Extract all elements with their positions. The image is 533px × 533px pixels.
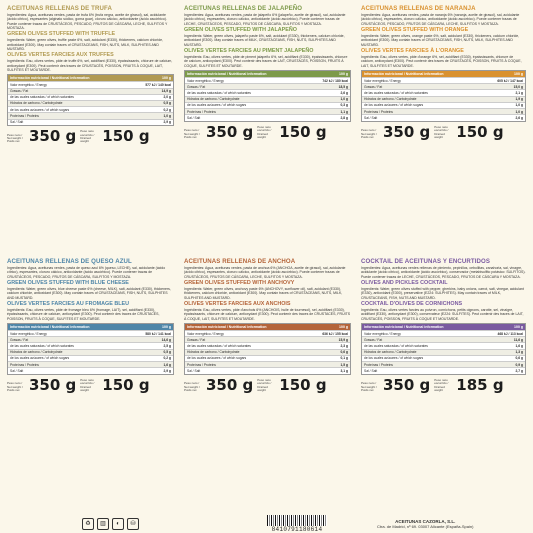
- barcode: [267, 515, 327, 533]
- nutrition-table: [361, 70, 526, 121]
- nutrition-header-per: 100 g: [162, 325, 171, 330]
- nutrition-label: Proteínas / Proteins: [187, 362, 216, 367]
- nutrition-value: 0,3 g: [340, 103, 348, 108]
- nutrition-label: Sal / Salt: [364, 115, 378, 120]
- drained-weight-label: Peso neto escurrido / Drained weight: [80, 377, 95, 393]
- ingredients-es: Ingredientes: Agua, aceitunas verdes, pasta de jalapeño 6% (jalapeño, aceite de girasol), sal, acidulante (ácido cítrico), espesantes, cloruro cálcico, antioxidante (ácido ascórbico). Puede contener trazas de LECHE, CRUSTÁCEOS, PESCADO, FRUTOS DE CÁSCARA, SULFITOS Y MOSTAZA.: [184, 13, 346, 26]
- ingredients-es: Ingredientes: Agua, aceitunas verdes, pasta de queso azul 6% (queso, LECHE), sal, acidulante (ácido cítrico), espesantes, cloruro cálcico, antioxidante (ácido ascórbico). Puede contener trazas de CRUSTÁCEOS, PESCADO, FRUTOS DE CÁSCARA, SULFITOS Y MOSTAZA.: [7, 266, 166, 279]
- nutrition-table: [184, 323, 351, 374]
- ingredients-fr: Ingrédients: Eau, olives vertes, pâte d'orange 6%, sel, acidifiant (E330), épaississants, chlorure de calcium, antioxydant (E300). Peut contenir des traces de CRUSTACÉS, POISSON, FRUITS À COQUE, LAIT, SULFITES ET MOUTARDE.: [361, 55, 522, 68]
- nutrition-label: Valor energético / Energy: [187, 78, 224, 83]
- nutrition-value: 605 kJ / 147 kcal: [497, 78, 523, 83]
- nutrition-label: Grasas / Fat: [10, 337, 29, 342]
- drained-weight-label: Peso neto escurrido / Drained weight: [80, 129, 95, 144]
- company-name: ACEITUNAS CAZORLA, S.L.: [395, 518, 456, 524]
- net-weight-value: 350 g: [383, 122, 431, 141]
- nutrition-label: de los cuales azúcares / of which sugars: [187, 103, 247, 108]
- company-address: Ctra. de Madrid, nº 69. 03007 Alicante (España-Spain): [377, 523, 474, 529]
- nutrition-value: 2,6 g: [515, 115, 523, 120]
- nutrition-label: Proteínas / Proteins: [10, 113, 39, 118]
- nutrition-label: Hidratos de carbono / Carbohydrate: [364, 97, 417, 102]
- product-panel: [2, 3, 179, 256]
- weights: [7, 126, 174, 145]
- nutrition-header-title: Información nutricional / Nutritional information: [10, 76, 90, 81]
- nutrition-value: 0,1 g: [340, 356, 348, 361]
- net-weight-value: 350 g: [383, 375, 431, 394]
- net-weight-value: 350 g: [206, 375, 254, 394]
- nutrition-value: 0,2 g: [163, 107, 171, 112]
- ingredients-en: Ingredients: Water, green olives, jalapeño paste 6%, salt, acidulant (E330), thickeners, calcium chloride, antioxidant (E300). May contain traces of MILK, CRUSTACEANS, FISH, NUTS, SULPHITES AND MUSTARD.: [184, 34, 345, 47]
- panel-title: ACEITUNAS RELLENAS DE TRUFA: [7, 5, 112, 12]
- product-panel: [179, 256, 356, 509]
- nutrition-header-per: 100 g: [339, 325, 348, 330]
- nutrition-label: de las cuales saturadas / of which saturates: [187, 90, 251, 95]
- nutrition-label: Valor energético / Energy: [364, 78, 401, 83]
- nutrition-value: 1,6 g: [515, 343, 523, 348]
- barcode-bars: [267, 515, 327, 526]
- nutrition-value: 577 kJ / 140 kcal: [145, 82, 171, 87]
- net-weight-label: Peso neto / Net weight / Poids net: [361, 381, 377, 393]
- nutrition-label: Valor energético / Energy: [187, 331, 224, 336]
- nutrition-value: 0,5 g: [163, 350, 171, 355]
- net-weight-label: Peso neto / Net weight / Poids net: [7, 381, 23, 393]
- nutrition-label: Grasas / Fat: [10, 89, 29, 94]
- nutrition-row: [185, 367, 350, 373]
- nutrition-row: [8, 119, 173, 125]
- nutrition-label: Sal / Salt: [187, 368, 201, 373]
- nutrition-label: de las cuales saturadas / of which saturates: [364, 343, 428, 348]
- nutrition-value: 1,5 g: [340, 362, 348, 367]
- net-weight-label: Peso neto / Net weight / Poids net: [184, 381, 200, 393]
- glass-bin-icon: ▥: [97, 518, 109, 530]
- nutrition-value: 0,6 g: [515, 356, 523, 361]
- nutrition-value: 2,9 g: [163, 120, 171, 125]
- drained-weight-label: Peso neto escurrido / Drained weight: [434, 377, 449, 393]
- ingredients-es: Ingredientes: Agua, aceitunas verdes rellenas de pimiento, pepinillos, cebollitas, zanahoria, sal, vinagre, acidulante (ácido cítrico), antioxidante (ácido ascórbico), conservador (metabisulfito potásico: SULFITOS). Puede contener trazas de LECHE, CRUSTÁCEOS, PESCADO, FRUTOS DE CÁSCARA Y MOSTAZA.: [361, 266, 526, 279]
- nutrition-table: [361, 323, 526, 374]
- nutrition-label: Grasas / Fat: [364, 84, 383, 89]
- nutrition-label: Sal / Salt: [187, 115, 201, 120]
- recycle-icon: ♻: [82, 518, 94, 530]
- ingredients-fr: Ingrédients: Eau, olives vertes, pâte de piment jalapeño 6%, sel, acidifiant (E330), épaississants, chlorure de calcium, antioxydant (E300). Peut contenir des traces de LAIT, CRUSTACÉS, POISSON, FRUITS À COQUE, SULFITES ET MOUTARDE.: [184, 55, 348, 68]
- nutrition-label: de las cuales saturadas / of which saturates: [187, 343, 251, 348]
- nutrition-table: [184, 70, 351, 121]
- nutrition-value: 580 kJ / 141 kcal: [145, 331, 171, 336]
- nutrition-label: Sal / Salt: [10, 120, 24, 125]
- subtitle-fr: COCKTAIL D'OLIVES DE CORNICHONS: [361, 300, 463, 307]
- net-weight-value: 350 g: [29, 126, 77, 145]
- nutrition-header-per: 100 g: [514, 325, 523, 330]
- nutrition-label: Proteínas / Proteins: [10, 362, 39, 367]
- nutrition-value: 2,8 g: [340, 115, 348, 120]
- nutrition-value: 0,2 g: [163, 356, 171, 361]
- weights: [361, 122, 526, 141]
- nutrition-value: 15,0 g: [513, 84, 523, 89]
- drained-weight-label: Peso neto escurrido / Drained weight: [257, 124, 272, 140]
- drained-weight-value: 150 g: [279, 122, 327, 141]
- net-weight-value: 350 g: [206, 122, 254, 141]
- drained-weight-label: Peso neto escurrido / Drained weight: [434, 124, 449, 140]
- nutrition-row: [362, 367, 525, 373]
- nutrition-value: 2,5 g: [163, 343, 171, 348]
- footer-icons: [82, 518, 139, 530]
- nutrition-label: Proteínas / Proteins: [364, 109, 393, 114]
- panel-title: ACEITUNAS RELLENAS DE QUESO AZUL: [7, 258, 132, 265]
- nutrition-value: 11,6 g: [513, 337, 523, 342]
- nutrition-label: Hidratos de carbono / Carbohydrate: [187, 97, 240, 102]
- nutrition-value: 1,9 g: [515, 97, 523, 102]
- nutrition-value: 14,9 g: [161, 89, 171, 94]
- nutrition-label: Grasas / Fat: [364, 337, 383, 342]
- nutrition-value: 0,9 g: [515, 362, 523, 367]
- product-panel: [356, 256, 531, 509]
- nutrition-value: 1,6 g: [163, 362, 171, 367]
- product-panel: [179, 3, 356, 256]
- drained-weight-value: 150 g: [279, 375, 327, 394]
- nutrition-label: de los cuales azúcares / of which sugars: [364, 356, 424, 361]
- subtitle-fr: OLIVES VERTES FARCIES À L'ORANGE: [361, 47, 464, 54]
- nutrition-label: Sal / Salt: [10, 368, 24, 373]
- ingredients-es: Ingredientes: Agua, aceitunas verdes, pasta de naranja 6% (naranja, aceite de girasol), sal, acidulante (ácido cítrico), espesantes, cloruro cálcico, antioxidante (ácido ascórbico). Puede contener trazas de CRUSTÁCEOS, PESCADO, FRUTOS DE CÁSCARA, LECHE, SULFITOS Y MOSTAZA.: [361, 13, 520, 26]
- nutrition-header-per: 100 g: [339, 72, 348, 77]
- nutrition-row: [8, 367, 173, 373]
- nutrition-table: [7, 323, 174, 374]
- subtitle-en: GREEN OLIVES STUFFED WITH ORANGE: [361, 26, 469, 33]
- nutrition-value: 636 kJ / 155 kcal: [322, 331, 348, 336]
- nutrition-row: [362, 114, 525, 120]
- nutrition-label: de las cuales saturadas / of which saturates: [10, 95, 74, 100]
- net-weight-label: Peso neto / Net weight / Poids net: [7, 132, 23, 144]
- nutrition-label: de las cuales saturadas / of which saturates: [10, 343, 74, 348]
- nutrition-label: Hidratos de carbono / Carbohydrate: [10, 350, 63, 355]
- nutrition-label: Hidratos de carbono / Carbohydrate: [187, 350, 240, 355]
- panel-title: COCKTAIL DE ACEITUNAS Y ENCURTIDOS: [361, 258, 491, 265]
- nutrition-value: 1,0 g: [163, 113, 171, 118]
- drained-weight-value: 150 g: [102, 126, 150, 145]
- nutrition-label: Valor energético / Energy: [10, 331, 47, 336]
- nutrition-value: 15,9 g: [338, 337, 348, 342]
- ingredients-en: Ingredients: Water, green olives, blue cheese paste 6% (cheese, MILK), salt, acidulant (E330), thickeners, calcium chloride, antioxidant (E300). May contain traces of CRUSTACEANS, FISH, NUTS, SULPHITES AND MUSTARD.: [7, 287, 171, 300]
- company-info: [377, 519, 473, 529]
- ingredients-en: Ingredients: Water, green olives, orange paste 6%, salt, acidulant (E330), thickeners, calcium chloride, antioxidant (E300). May contain traces of CRUSTACEANS, FISH, NUTS, MILK, SULPHITES AND MUSTARD.: [361, 34, 520, 47]
- nutrition-value: 742 kJ / 180 kcal: [322, 78, 348, 83]
- nutrition-label: Valor energético / Energy: [10, 82, 47, 87]
- green-dot-icon: ◐: [112, 518, 124, 530]
- nutrition-header-per: 100 g: [162, 76, 171, 81]
- nutrition-label: Hidratos de carbono / Carbohydrate: [10, 101, 63, 106]
- subtitle-fr: OLIVES VERTES FARCIES AU PIMENT JALAPEÑO: [184, 47, 314, 54]
- nutrition-value: 1,0 g: [340, 97, 348, 102]
- weights: [184, 375, 351, 394]
- nutrition-label: Sal / Salt: [364, 368, 378, 373]
- nutrition-value: 2,1 g: [515, 90, 523, 95]
- nutrition-label: Proteínas / Proteins: [364, 362, 393, 367]
- nutrition-value: 0,6 g: [340, 350, 348, 355]
- nutrition-value: 1,0 g: [515, 103, 523, 108]
- nutrition-label: Grasas / Fat: [187, 84, 206, 89]
- product-panel: [2, 256, 179, 509]
- subtitle-en: OLIVES AND PICKLES COCKTAIL: [361, 279, 448, 286]
- panel-grid: [2, 3, 531, 509]
- nutrition-header-title: Información nutricional / Nutritional information: [10, 325, 90, 330]
- ingredients-en: Ingredients: Water, green olives, anchovy paste 6% (ANCHOVY, sunflower oil), salt, acidulant (E330), thickeners, calcium chloride, antioxidant (E300). May contain traces of CRUSTACEANS, NUTS, MILK, SULPHITES AND MUSTARD.: [184, 287, 343, 300]
- nutrition-value: 2,0 g: [163, 95, 171, 100]
- ingredients-es: Ingredientes: Agua, aceitunas verdes, pasta de anchoa 6% (ANCHOA, aceite de girasol), sal, acidulante (ácido cítrico), espesantes, cloruro cálcico, antioxidante (ácido ascórbico). Puede contener trazas de CRUSTÁCEOS, FRUTOS DE CÁSCARA, LECHE, SULFITOS Y MOSTAZA.: [184, 266, 346, 279]
- ingredients-en: Ingredients: Water, green olives stuffed with pepper, gherkins, baby onions, carrot, salt, vinegar, acidulant (E330), antioxidant (E300), preservative (E224: SULPHITES). May contain traces of MILK, CRUSTACEANS, FISH, NUTS AND MUSTARD.: [361, 287, 524, 300]
- subtitle-fr: OLIVES VERTES FARCIES AU FROMAGE BLEU: [7, 300, 129, 307]
- nutrition-label: de los cuales azúcares / of which sugars: [187, 356, 247, 361]
- nutrition-value: 2,9 g: [163, 368, 171, 373]
- nutrition-value: 3,1 g: [340, 368, 348, 373]
- drained-weight-value: 185 g: [456, 375, 504, 394]
- nutrition-header-title: Información nutricional / Nutritional information: [187, 72, 267, 77]
- product-panel: [356, 3, 531, 256]
- footer: [0, 514, 533, 533]
- subtitle-en: GREEN OLIVES STUFFED WITH ANCHOVY: [184, 279, 295, 286]
- nutrition-label: Proteínas / Proteins: [187, 109, 216, 114]
- subtitle-en: GREEN OLIVES STUFFED WITH JALAPEÑO: [184, 26, 297, 33]
- nutrition-label: de los cuales azúcares / of which sugars: [10, 107, 70, 112]
- nutrition-value: 1,0 g: [515, 109, 523, 114]
- subtitle-fr: OLIVES VERTES FARCIES AUX ANCHOIS: [184, 300, 291, 307]
- net-weight-label: Peso neto / Net weight / Poids net: [184, 128, 200, 140]
- nutrition-row: [185, 114, 350, 120]
- nutrition-label: de los cuales azúcares / of which sugars: [10, 356, 70, 361]
- weights: [361, 375, 526, 394]
- subtitle-en: GREEN OLIVES STUFFED WITH BLUE CHEESE: [7, 279, 129, 286]
- nutrition-label: Hidratos de carbono / Carbohydrate: [364, 350, 417, 355]
- nutrition-value: 2,3 g: [340, 343, 348, 348]
- ingredients-fr: Ingrédients: Eau, olives vertes farcies au poivron, cornichons, petits oignons, carotte, sel, vinaigre, acidifiant (E330), antioxydant (E300), conservateur (E224: SULFITES). Peut contenir des traces de LAIT, CRUSTACÉS, POISSON, FRUITS À COQUE ET MOUTARDE.: [361, 308, 524, 321]
- ingredients-fr: Ingrédients: Eau, olives vertes, pâte de truffe 6%, sel, acidifiant (E330), épaississants, chlorure de calcium, antioxydant (E300). Peut contenir des traces de CRUSTACÉS, POISSON, FRUITS À COQUE, LAIT, SULFITES ET MOUTARDE.: [7, 59, 173, 73]
- nutrition-value: 2,7 g: [515, 368, 523, 373]
- ingredients-fr: Ingrédients: Eau, olives vertes, pâte d'anchois 6% (ANCHOIS, huile de tournesol), sel, acidifiant (E330), épaississants, chlorure de calcium, antioxydant (E300). Peut contenir des traces de CRUSTACÉS, FRUITS À COQUE, LAIT, SULFITES ET MOUTARDE.: [184, 308, 351, 321]
- nutrition-label: Valor energético / Energy: [364, 331, 401, 336]
- ingredients-en: Ingredients: Water, green olives, truffle paste 6%, salt, acidulant (E330), thickeners, calcium chloride, antioxidant (E300). May contain traces of CRUSTACEANS, FISH, NUTS, MILK, SULPHITES AND MUSTARD.: [7, 38, 164, 51]
- nutrition-header-per: 100 g: [514, 72, 523, 77]
- tidy-man-icon: ⛁: [127, 518, 139, 530]
- nutrition-label: de las cuales saturadas / of which saturates: [364, 90, 428, 95]
- barcode-number: 8410791180614: [271, 525, 323, 533]
- nutrition-table: [7, 74, 174, 125]
- ingredients-fr: Ingrédients: Eau, olives vertes, pâte de fromage bleu 6% (fromage, LAIT), sel, acidifiant (E330), épaississants, chlorure de calcium, antioxydant (E300). Peut contenir des traces de CRUSTACÉS, POISSON, FRUITS À COQUE, SULFITES ET MOUTARDE.: [7, 308, 160, 321]
- net-weight-value: 350 g: [29, 375, 77, 394]
- nutrition-header-title: Información nutricional / Nutritional information: [364, 325, 444, 330]
- nutrition-value: 2,6 g: [340, 90, 348, 95]
- drained-weight-label: Peso neto escurrido / Drained weight: [257, 377, 272, 393]
- nutrition-value: 0,5 g: [163, 101, 171, 106]
- nutrition-value: 1,3 g: [515, 350, 523, 355]
- drained-weight-value: 150 g: [102, 375, 150, 394]
- nutrition-header-title: Información nutricional / Nutritional information: [187, 325, 267, 330]
- drained-weight-value: 150 g: [456, 122, 504, 141]
- weights: [184, 122, 351, 141]
- weights: [7, 375, 174, 394]
- nutrition-value: 18,5 g: [338, 84, 348, 89]
- nutrition-label: de los cuales azúcares / of which sugars: [364, 103, 424, 108]
- subtitle-en: GREEN OLIVES STUFFED WITH TRUFFLE: [7, 31, 116, 38]
- nutrition-value: 1,1 g: [340, 109, 348, 114]
- nutrition-header-title: Información nutricional / Nutritional information: [364, 72, 444, 77]
- panel-title: ACEITUNAS RELLENAS DE NARANJA: [361, 5, 476, 12]
- net-weight-label: Peso neto / Net weight / Poids net: [361, 128, 377, 140]
- nutrition-value: 14,6 g: [161, 337, 171, 342]
- nutrition-value: 468 kJ / 113 kcal: [497, 331, 523, 336]
- panel-title: ACEITUNAS RELLENAS DE JALAPEÑO: [184, 5, 303, 12]
- panel-title: ACEITUNAS RELLENAS DE ANCHOA: [184, 258, 296, 265]
- subtitle-fr: OLIVES VERTES FARCIES AUX TRUFFES: [7, 52, 114, 59]
- nutrition-label: Grasas / Fat: [187, 337, 206, 342]
- ingredients-es: Ingredientes: Agua, aceitunas verdes, pasta de trufa 6% (trufa negra, aceite de girasol), sal, acidulante (ácido cítrico), espesantes (alginato sódico, goma guar), cloruro cálcico, antioxidante (ácido ascórbico). Puede contener trazas de CRUSTÁCEOS, PESCADO, FRUTOS DE CÁSCARA, LECHE, SULFITOS Y MOSTAZA.: [7, 13, 168, 30]
